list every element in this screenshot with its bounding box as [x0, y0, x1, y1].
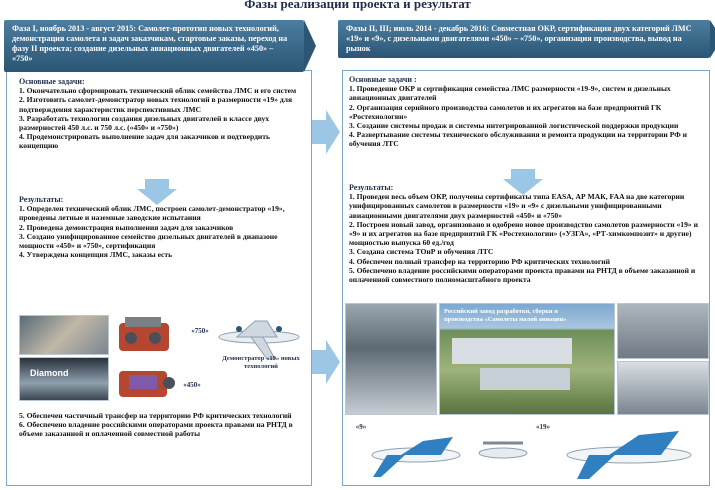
- fuselage-photo: [345, 303, 437, 415]
- phase1-result-2: 2. Проведена демонстрация выполнения задач для заказчиков: [19, 222, 234, 232]
- plant-aerial-photo: [439, 303, 615, 415]
- phase1-panel: [6, 70, 312, 486]
- phase1-results-title: Результаты:: [19, 195, 64, 204]
- phase1-results-more: [19, 411, 309, 439]
- phase1-header: Фаза I, ноябрь 2013 - август 2015: Самолет-прототип новых технологий, демонстрация самолета и задач заказчикам, стартовые заказы, переход на фазу II проекта; создание дизельных авиационных двигателей «450» – «750»: [4, 20, 304, 72]
- phase2-task-3: 3. Создание системы продаж и системы интегрированной логистической поддержки продукции: [349, 121, 679, 131]
- phase1-task-1: 1. Окончательно сформировать технический облик семейства ЛМС и его систем: [19, 86, 297, 96]
- hangar-photo: [617, 303, 709, 359]
- phase1-result-4: 4. Утверждена концепция ЛМС, заказы есть: [19, 250, 173, 260]
- workshop-photo: [617, 361, 709, 415]
- phase2-panel: [342, 70, 710, 486]
- label-450: «450»: [183, 381, 201, 389]
- phase2-task-1: 1. Проведение ОКР и сертификация семейства ЛМС размерности «19-9», систем и дизельных авиационных двигателей: [349, 84, 671, 103]
- phase2-results-title: Результаты:: [349, 183, 394, 192]
- phase1-task-3: 3. Разработать технологии создания дизельных двигателей в классе двух размерностей 450 л.с. и 750 л.с. («450» и «750»): [19, 113, 270, 133]
- diamond-brand-label: Diamond: [30, 368, 69, 378]
- phase1-task-2: 2. Изготовить самолет-демонстратор новых технологий в размерности «19» для подтверждения характеристик перспективных ЛМС: [19, 95, 293, 114]
- page-title: Фазы реализации проекта и результат: [244, 0, 471, 11]
- label-9: «9»: [355, 423, 367, 431]
- aircraft-9-icon: [361, 419, 471, 481]
- label-750: «750»: [191, 327, 209, 335]
- aircraft-amphibian-icon: [473, 421, 533, 477]
- phase1-tasks-title: Основные задачи:: [19, 77, 85, 86]
- factory-photo: [19, 315, 109, 355]
- demonstrator-label: Демонстратор «19» новых технологий: [222, 355, 300, 370]
- phase1-tasks: [19, 77, 309, 151]
- phase2-results: [349, 183, 705, 284]
- phase1-result-6: 6. Обеспечено владение российскими операторами проекта правами на РНТД в объеме заказанной и оплаченной совместной работы: [19, 420, 293, 439]
- label-19: «19»: [536, 423, 550, 431]
- phase2-result-2: 2. Построен новый завод, организовано и одобрено новое производство самолетов размерности «19» и «9» и их агрегатов на базе предприятий ГК «Ростехнологии» («УЗГА», «РТ-химкомпозит» и другие) мощностью выпуска 60 ед./год: [349, 219, 698, 248]
- phase2-result-1: 1. Проведен весь объем ОКР, получены сертификаты типа EASA, АР МАК, FAA на две категории унифицированных самолетов в размерности «19» и «9» с дизельными унифицированными авиационными двигателями двух размерностей «450» и «750»: [349, 192, 685, 220]
- engine-450-icon: [111, 363, 181, 403]
- phase2-tasks: [349, 75, 705, 149]
- phase2-result-4: 4. Обеспечен полный трансфер на территорию РФ критических технологий: [349, 256, 611, 266]
- phase1-result-5: 5. Обеспечен частичный трансфер на территорию РФ критических технологий: [19, 411, 292, 420]
- engine-750-icon: [111, 313, 181, 359]
- phase1-task-4: 4. Продемонстрировать выполнение задач для заказчиков и подтвердить концепцию: [19, 132, 271, 151]
- phase2-header: Фазы II, III; июль 2014 - декабрь 2016: Совместная ОКР, сертификация двух категорий ЛМС «19» и «9», с дизельными двигателями «450» – «750», организация производства, вывод на рынок: [338, 20, 710, 58]
- right-arrow-icon: [312, 110, 340, 154]
- plant-label: Российский завод разработки, сборки и производства «Самолеты малой авиации»: [444, 308, 567, 323]
- phase1-results: [19, 195, 309, 259]
- phase2-result-3: 3. Создана система ТОиР и обучения ЛТС: [349, 247, 494, 257]
- phase2-task-4: 4. Развертывание системы технического обслуживания и ремонта продукции на территории РФ и обучения ЛТС: [349, 130, 688, 149]
- aircraft-19-icon: [549, 415, 707, 483]
- assembly-line-photo: [19, 357, 109, 401]
- phase1-result-1: 1. Определен технический облик ЛМС, построен самолет-демонстратор «19», проведены летные и наземные заводские испытания: [19, 204, 285, 223]
- right-arrow-icon: [312, 340, 340, 384]
- phase2-task-2: 2. Организация серийного производства самолетов и их агрегатов на базе предприятий ГК «Ростехнологии»: [349, 102, 662, 121]
- phase2-result-5: 5. Обеспечено владение российскими операторами проекта правами на РНТД в объеме заказанной и оплаченной совместного полномасштабного проекта: [349, 265, 696, 285]
- phase1-result-3: 3. Создано унифицированное семейство дизельных двигателей в диапазоне мощности «450» и «750», сертификация: [19, 231, 278, 251]
- phase2-tasks-title: Основные задачи :: [349, 75, 417, 84]
